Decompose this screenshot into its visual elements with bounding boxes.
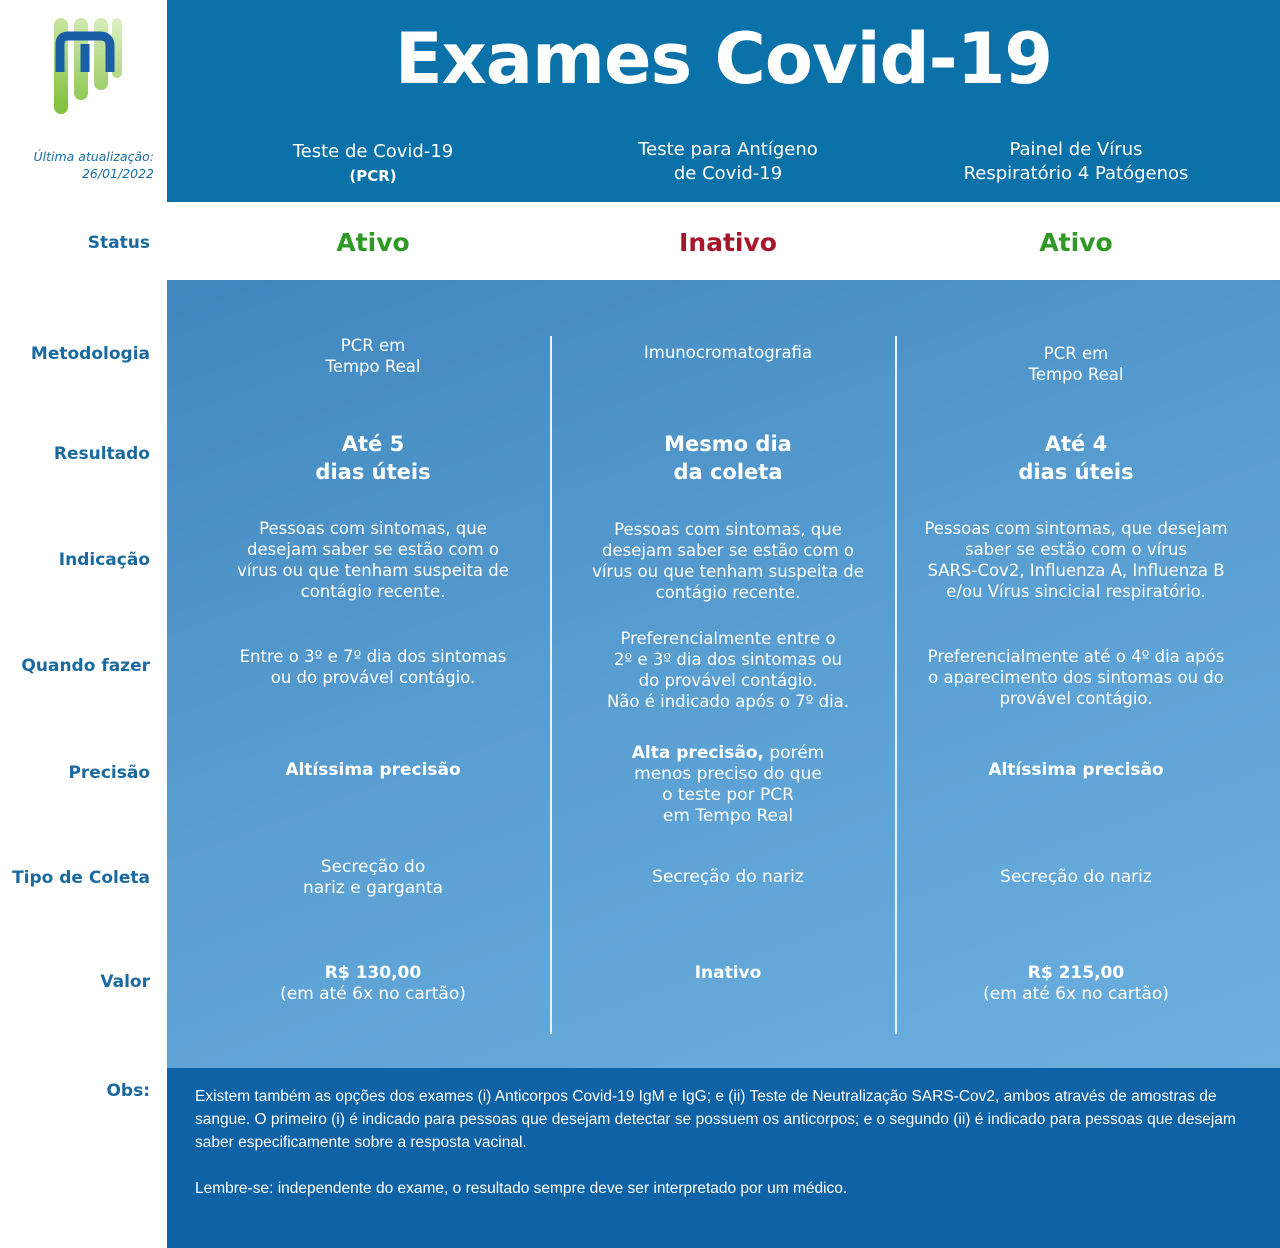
cell-line: o aparecimento dos sintomas ou do [928,668,1224,687]
cell-line: contágio recente. [300,582,446,601]
cell-line [578,743,878,764]
row-label-valor: Valor [100,972,150,992]
column-header-line: Painel de Vírus [1009,139,1143,160]
cell-line: PCR em [340,336,406,355]
quando-cell [208,646,538,688]
column-header-line: Teste de Covid-19 [292,141,454,162]
coleta-cell [926,867,1226,888]
cell-line: Pessoas com sintomas, que [614,520,842,539]
cell-line: dias úteis [315,460,431,484]
cell-line: Mesmo dia [664,432,792,456]
cell-line: Até 5 [341,432,405,456]
cell-line: Até 4 [1044,432,1108,456]
resultado-cell [578,430,878,486]
row-label-quando: Quando fazer [21,656,150,676]
cell-line: Pessoas com sintomas, que [259,519,487,538]
row-label-resultado: Resultado [53,444,150,464]
cell-line: Preferencialmente entre o [620,629,836,648]
cell-line: menos preciso do que [634,764,822,784]
cell-line: contágio recente. [655,583,801,602]
row-label-obs: Obs: [106,1081,150,1101]
cell-line: provável contágio. [999,689,1153,708]
resultado-cell [926,430,1226,486]
obs-reminder: Lembre-se: independente do exame, o resultado sempre deve ser interpretado por um médico. [195,1180,848,1197]
cell-line: do provável contágio. [638,671,818,690]
cell-line: Pessoas com sintomas, que desejam [924,519,1228,538]
cell-line: Entre o 3º e 7º dia dos sintomas [239,647,507,666]
valor-cell [578,963,878,984]
cell-line: PCR em [1043,344,1109,363]
column-divider [550,336,552,1034]
precisao-cell: Altíssima precisão [285,760,461,780]
row-label-precisao: Precisão [68,763,150,783]
row-label-metodologia: Metodologia [30,344,150,364]
column-header-subtitle: (PCR) [349,167,397,185]
cell-line: vírus ou que tenham suspeita de [237,561,509,580]
cell-line: o teste por PCR [662,785,794,805]
cell-line: Secreção do nariz [1000,867,1152,887]
cell-line: Imunocromatografia [643,343,813,362]
valor-cell [223,963,523,1005]
cell-line: SARS-Cov2, Influenza A, Influenza B [927,561,1225,580]
precisao-cell [578,743,878,827]
cell-line: Preferencialmente até o 4º dia após [927,647,1225,666]
row-label-status: Status [87,233,150,253]
last-update-date: 26/01/2022 [81,166,154,181]
obs-paragraph: Existem também as opções dos exames (i) Anticorpos Covid-19 IgM e IgG; e (ii) Teste de Neutralização SARS-Cov2, ambos através de amostras de sangue. O primeiro (i) é indicado para pessoas que desejam detectar se possuem os anticorpos; e o segundo (ii) é indicado para pessoas que desejam saber especificamente sobre a resposta vacinal. [195,1088,1236,1151]
last-update [0,148,154,182]
column-header-line: Respiratório 4 Patógenos [963,163,1189,184]
cell-line: dias úteis [1018,460,1134,484]
cell-line: Tempo Real [325,357,421,376]
cell-line: saber se estão com o vírus [964,540,1188,559]
quando-cell [563,628,893,712]
price: Inativo [694,963,762,983]
installments: (em até 6x no cartão) [280,984,466,1004]
column-divider [895,336,897,1034]
cell-line: e/ou Vírus sincicial respiratório. [946,582,1206,601]
cell-line: Tempo Real [1028,365,1124,384]
precisao-cell: Altíssima precisão [988,760,1164,780]
cell-line: Secreção do nariz [652,867,804,887]
precisao-highlight: Alta precisão, [631,743,764,763]
status-value: Ativo [1039,228,1113,257]
obs-text [195,1085,1255,1200]
indicacao-cell [906,518,1246,602]
price: R$ 130,00 [324,963,422,983]
status-value: Inativo [679,228,777,257]
cell-line: Secreção do [320,857,426,877]
cell-line: Não é indicado após o 7º dia. [606,692,850,711]
cell-text: porém [763,743,825,763]
cell-line: vírus ou que tenham suspeita de [592,562,864,581]
column-header-panel [906,138,1246,186]
quando-cell [906,646,1246,709]
cell-line: nariz e garganta [302,878,444,898]
metodologia-cell [223,335,523,377]
cell-line: ou do provável contágio. [270,668,476,687]
row-label-indicacao: Indicação [58,550,150,570]
column-header-line: de Covid-19 [673,163,783,184]
valor-cell [926,963,1226,1005]
resultado-cell [223,430,523,486]
column-header-antigen [558,138,898,186]
column-header-pcr [203,140,543,188]
cell-line: em Tempo Real [662,806,794,826]
indicacao-cell [563,519,893,603]
cell-line: da coleta [673,460,783,484]
metodologia-cell [926,343,1226,385]
metodologia-cell [578,342,878,363]
last-update-label: Última atualização: [33,149,154,164]
indicacao-cell [208,518,538,602]
row-label-coleta: Tipo de Coleta [12,868,150,888]
cell-line: desejam saber se estão com o [247,540,499,559]
coleta-cell [223,857,523,899]
cell-line: desejam saber se estão com o [602,541,854,560]
status-value: Ativo [336,228,410,257]
m-logo-icon [52,14,124,116]
cell-line: 2º e 3º dia dos sintomas ou [613,650,843,669]
price: R$ 215,00 [1027,963,1125,983]
page-title: Exames Covid-19 [394,18,1053,100]
coleta-cell [578,867,878,888]
installments: (em até 6x no cartão) [983,984,1169,1004]
column-header-line: Teste para Antígeno [638,139,818,160]
